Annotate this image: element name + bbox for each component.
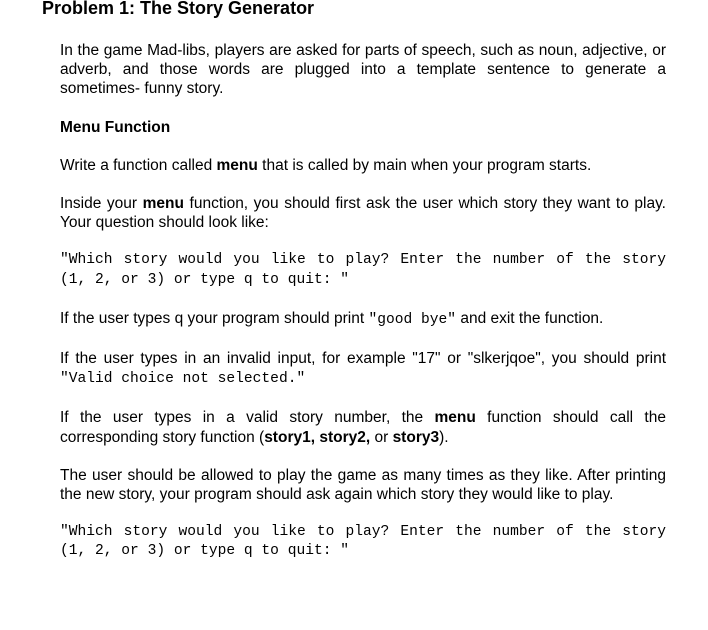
write-function-paragraph: Write a function called menu that is called by main when your program starts. — [60, 156, 592, 174]
prompt-code-block: "Which story would you like to play? Enter the number of the story (1, 2, or 3) or type q to quit: " — [60, 252, 666, 288]
goodbye-code: "good bye" — [368, 311, 457, 328]
menu-keyword: menu — [216, 156, 258, 174]
page-title: Problem 1: The Story Generator — [42, 0, 315, 18]
inside-menu-paragraph: Inside your menu function, you should first ask the user which story they want to play. Your question should look like: — [60, 195, 666, 232]
document-body — [60, 41, 666, 562]
menu-keyword: menu — [434, 409, 476, 427]
invalid-input-paragraph: If the user types in an invalid input, for example "17" or "slkerjqoe", you should print "Valid choice not selected." — [60, 350, 666, 388]
story-functions: story1, story2, — [264, 428, 371, 446]
story3-function: story3 — [392, 428, 440, 446]
valid-input-paragraph: If the user types in a valid story number, the menu function should call the corresponding story function (story1, story2, or story3). — [60, 409, 666, 446]
prompt-code-block-repeat: "Which story would you like to play? Enter the number of the story (1, 2, or 3) or type q to quit: " — [60, 524, 666, 560]
quit-paragraph: If the user types q your program should print "good bye" and exit the function. — [60, 309, 604, 328]
invalid-choice-code: "Valid choice not selected." — [60, 371, 306, 388]
repeat-paragraph: The user should be allowed to play the game as many times as they like. After printing the new story, your program should ask again which story they would like to play. — [60, 466, 666, 504]
menu-keyword: menu — [142, 195, 184, 213]
intro-paragraph: In the game Mad-libs, players are asked for parts of speech, such as noun, adjective, or adverb, and those words are plugged into a template sentence to generate a sometimes- funny story. — [60, 42, 666, 98]
section-heading: Menu Function — [60, 118, 171, 136]
